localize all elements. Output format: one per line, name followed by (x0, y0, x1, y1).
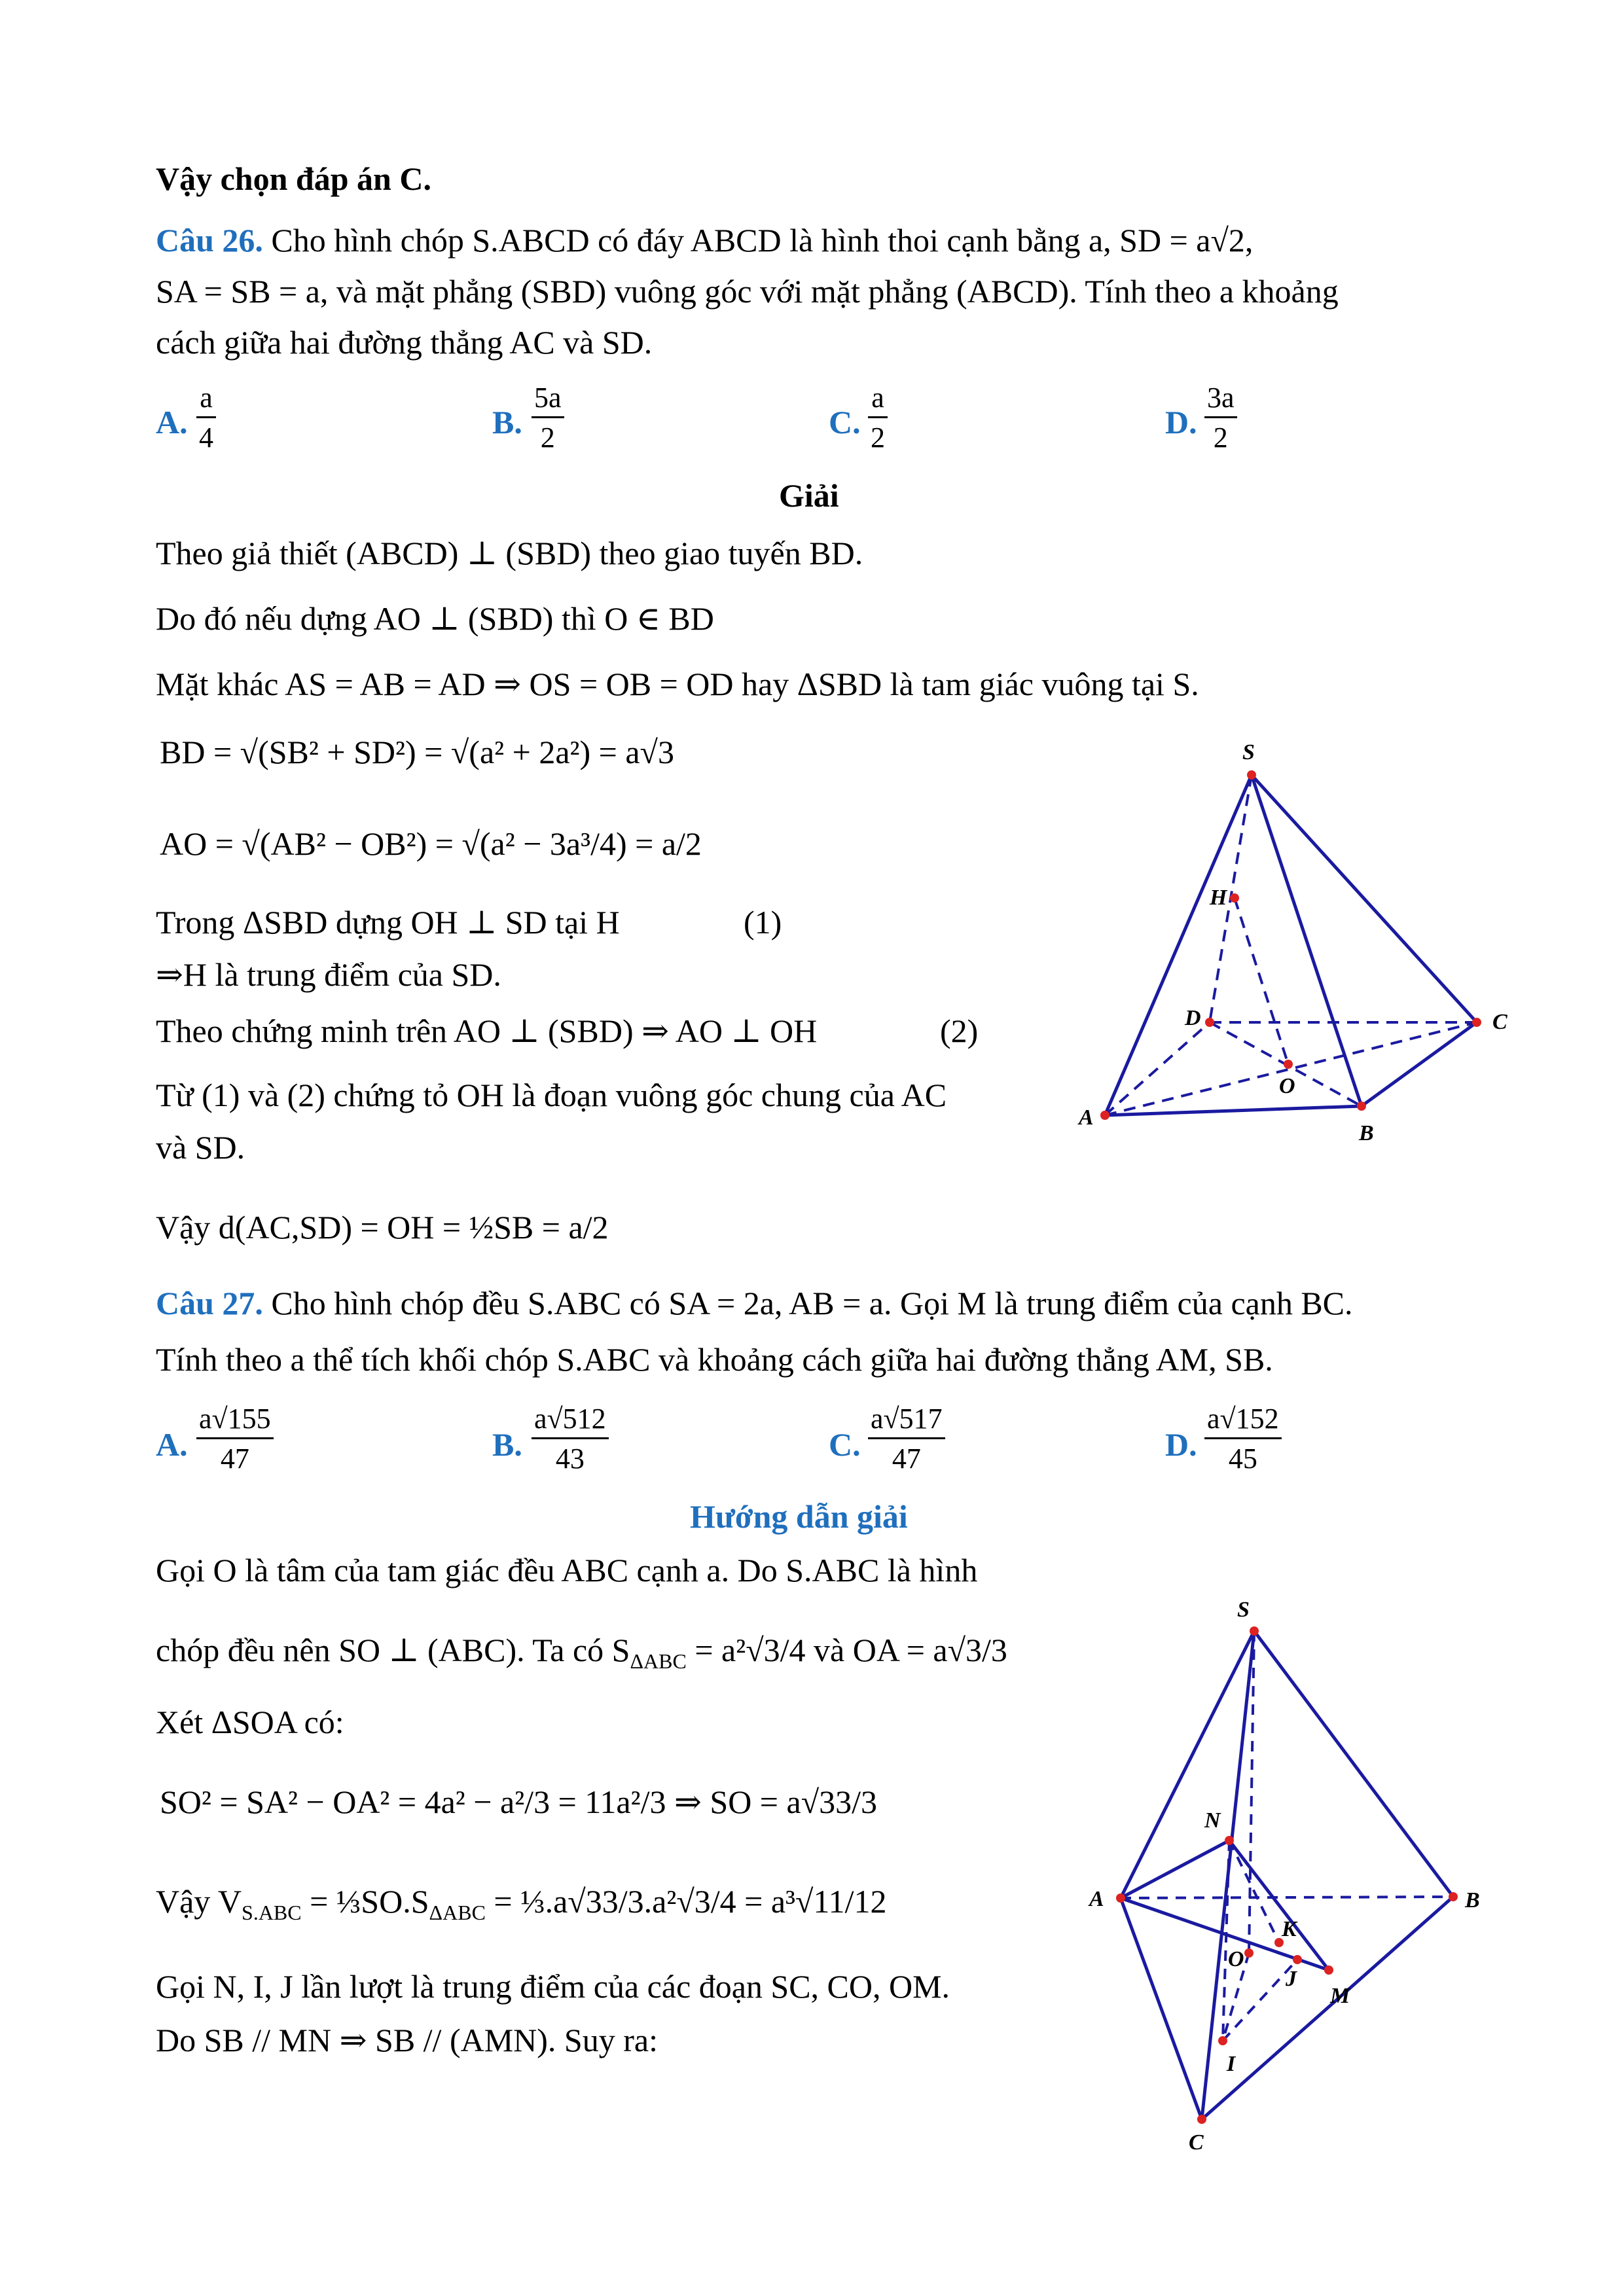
point-a (1100, 1111, 1110, 1120)
point-c (1472, 1018, 1481, 1027)
q27-text1: Cho hình chóp đều S.ABC có SA = 2a, AB = a. Gọi M là trung điểm của cạnh BC. (271, 1285, 1353, 1321)
edge-sb (1254, 1631, 1453, 1897)
point-o (1244, 1948, 1254, 1958)
q27-sol-volume: Vậy $V_{S.ABC}$ = $\frac{1}{3}SO.S_{\Delta ABC}$ = ⅓.a√33/3.a²√3/4 = a³√11/12 (156, 1883, 887, 1924)
q27-sol-so: SO² = SA² − OA² = 4a² − a²/3 = 11a²/3 ⇒ SO = a√33/3 (160, 1784, 878, 1820)
q27-option-b-value: $\frac{a√512}{43}$ (532, 1405, 609, 1473)
q26-line2: SA = SB = a, và mặt phẳng (SBD) vuông góc với mặt phẳng (ABCD). Tính theo a khoảng (156, 273, 1339, 310)
q26-sol-h-mid: ⇒H là trung điểm của SD. (156, 956, 501, 993)
point-h (1230, 893, 1239, 903)
point-b (1357, 1102, 1366, 1111)
q26-sol-proof: Theo chứng minh trên AO ⊥ (SBD) ⇒ AO ⊥ OH (156, 1013, 818, 1049)
label-c: C (1189, 2130, 1204, 2153)
label-o: O (1228, 1947, 1244, 1971)
q26-sol-oh: Trong ΔSBD dựng OH ⊥ SD tại H (156, 904, 620, 941)
point-m (1324, 1965, 1333, 1975)
q26-pyramid-figure (1074, 740, 1532, 1158)
point-j (1293, 1955, 1302, 1964)
q26-sol-2: Do đó nếu dựng AO ⊥ (SBD) thì O ∈ BD (156, 600, 714, 637)
q27-line1 (156, 1287, 1353, 1319)
q27-sol-2: chóp đều nên SO ⊥ (ABC). Ta có $S_{\Delta ABC} = a^2√3/4$ và OA = a√3/3 (156, 1632, 1007, 1673)
q27-option-d-value: $\frac{a√152}{45}$ (1204, 1405, 1282, 1473)
label-m: M (1330, 1984, 1350, 2008)
edge-ab (1121, 1897, 1453, 1898)
point-i (1218, 2036, 1227, 2045)
q26-option-d-value: $\frac{3a}{2}$ (1204, 384, 1237, 452)
q27-option-d: D. (1165, 1426, 1197, 1463)
point-d (1205, 1018, 1214, 1027)
point-s (1250, 1626, 1259, 1636)
label-o: O (1279, 1074, 1295, 1098)
seg-ho (1235, 898, 1288, 1064)
q27-sol-midpoints: Gọi N, I, J lần lượt là trung điểm của các đoạn SC, CO, OM. (156, 1968, 950, 2005)
edge-ad (1105, 1022, 1210, 1115)
q27-line2: Tính theo a thể tích khối chóp S.ABC và khoảng cách giữa hai đường thẳng AM, SB. (156, 1341, 1273, 1378)
label-d: D (1185, 1006, 1201, 1030)
q27-option-c-value: $\frac{a√517}{47}$ (868, 1405, 945, 1473)
label-s: S (1237, 1598, 1250, 1622)
edge-ac (1121, 1898, 1202, 2119)
q27-label: Câu 27. (156, 1285, 263, 1321)
seg-an (1121, 1840, 1229, 1898)
edge-bc (1202, 1897, 1453, 2119)
q26-sol-eq1: (1) (744, 904, 782, 941)
q27-option-c: C. (829, 1426, 861, 1463)
point-o (1284, 1060, 1293, 1069)
label-s: S (1242, 740, 1255, 764)
seg-nk (1229, 1840, 1279, 1943)
q26-option-c-value: $\frac{a}{2}$ (868, 384, 888, 452)
diag-ac (1105, 1022, 1477, 1115)
label-c: C (1492, 1010, 1507, 1034)
q26-sol-ao: AO = √(AB² − OB²) = √(a² − 3a³/4) = a/2 (160, 825, 702, 862)
q26-line3: cách giữa hai đường thẳng AC và SD. (156, 324, 653, 361)
label-n: N (1204, 1808, 1221, 1833)
point-n (1225, 1836, 1234, 1845)
point-c (1197, 2115, 1206, 2124)
q26-sol-conc2: và SD. (156, 1129, 245, 1166)
q27-sol-3: Xét ΔSOA có: (156, 1704, 344, 1740)
point-b (1449, 1892, 1458, 1901)
q26-text1: Cho hình chóp S.ABCD có đáy ABCD là hình thoi cạnh bằng a, SD = a√2, (271, 222, 1254, 259)
q26-sol-conc1: Từ (1) và (2) chứng tỏ OH là đoạn vuông góc chung của AC (156, 1077, 947, 1113)
label-h: H (1210, 886, 1227, 910)
q26-sol-3: Mặt khác AS = AB = AD ⇒ OS = OB = OD hay ΔSBD là tam giác vuông tại S. (156, 666, 1199, 702)
q26-option-a: A. (156, 404, 188, 440)
edge-bc (1362, 1022, 1477, 1106)
q26-sol-1: Theo giả thiết (ABCD) ⊥ (SBD) theo giao tuyến BD. (156, 535, 863, 571)
q26-option-b: B. (492, 404, 522, 440)
q27-option-b: B. (492, 1426, 522, 1463)
seg-nm (1229, 1840, 1329, 1970)
q26-sol-eq2: (2) (940, 1013, 979, 1049)
label-k: K (1282, 1917, 1297, 1941)
q26-sol-bd: BD = √(SB² + SD²) = √(a² + 2a²) = a√3 (160, 734, 674, 770)
edge-ab (1105, 1106, 1362, 1115)
q27-solution-title: Hướng dẫn giải (690, 1498, 908, 1535)
q27-sol-1: Gọi O là tâm của tam giác đều ABC cạnh a. Do S.ABC là hình (156, 1552, 978, 1588)
label-a: A (1089, 1887, 1104, 1911)
label-b: B (1359, 1121, 1374, 1145)
edge-sa (1105, 775, 1252, 1115)
q26-option-b-value: $\frac{5a}{2}$ (532, 384, 564, 452)
q26-sol-final: Vậy d(AC,SD) = OH = ½SB = a/2 (156, 1209, 609, 1246)
q27-sol-parallel: Do SB // MN ⇒ SB // (AMN). Suy ra: (156, 2022, 658, 2058)
label-j: J (1286, 1967, 1297, 1991)
label-b: B (1465, 1888, 1480, 1912)
q27-pyramid-figure (1074, 1590, 1492, 2153)
q26-line1 (156, 224, 1253, 257)
edge-sa (1121, 1631, 1254, 1898)
q26-option-d: D. (1165, 404, 1197, 440)
label-i: I (1227, 2052, 1236, 2076)
point-a (1116, 1893, 1125, 1903)
point-s (1247, 770, 1256, 780)
q26-option-a-value: $\frac{a}{4}$ (196, 384, 216, 452)
q27-option-a-value: $\frac{a√155}{47}$ (196, 1405, 274, 1473)
q26-option-c: C. (829, 404, 861, 440)
previous-conclusion: Vậy chọn đáp án C. (156, 160, 431, 197)
q26-solution-title: Giải (779, 477, 839, 514)
edge-sc (1252, 775, 1477, 1022)
q27-option-a: A. (156, 1426, 188, 1463)
q26-label: Câu 26. (156, 222, 263, 259)
label-a: A (1079, 1105, 1094, 1130)
